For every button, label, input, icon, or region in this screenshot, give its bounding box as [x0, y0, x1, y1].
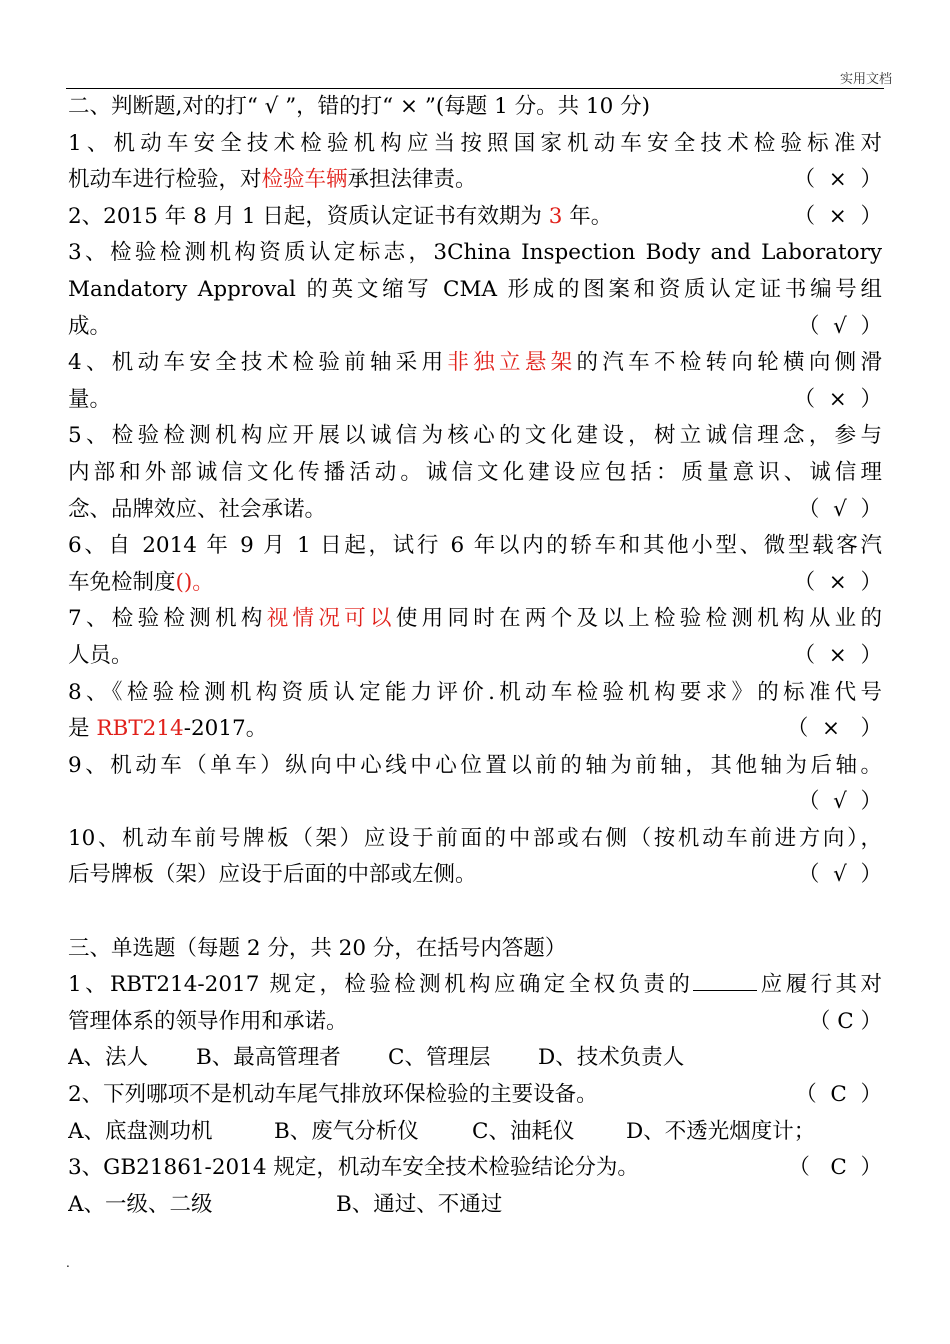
- question-line: 人员。 （ × ）: [68, 638, 882, 675]
- highlight-text: 3: [548, 203, 563, 229]
- question-line: 9、机动车（单车）纵向中心线中心位置以前的轴为前轴，其他轴为后轴。: [68, 752, 882, 778]
- section-title: 二、判断题,对的打“ √ ”，错的打“ × ”(每题 1 分。共 10 分): [68, 94, 651, 119]
- answer-bracket: （ √ ）: [797, 313, 882, 339]
- option-line: [68, 1187, 882, 1224]
- highlight-text: 非独立悬架: [447, 350, 577, 376]
- option-a: A、底盘测功机: [68, 1118, 213, 1144]
- answer-bracket: （ × ）: [786, 716, 882, 742]
- question-line: 3、检验检测机构资质认定标志，3China Inspection Body and Laboratory: [68, 240, 882, 266]
- question-line: 量。 （ × ）: [68, 382, 882, 419]
- highlight-text: ()。: [175, 569, 214, 595]
- highlight-text: RBT214: [96, 716, 184, 742]
- question-line: 10、机动车前号牌板（架）应设于前面的中部或右侧（按机动车前进方向），: [68, 825, 882, 851]
- question-line: 后号牌板（架）应设于后面的中部或左侧。 （ √ ）: [68, 857, 882, 894]
- answer-bracket: （ C ）: [808, 1008, 882, 1034]
- option-a: A、一级、二级: [68, 1191, 213, 1217]
- option-d: D、技术负责人: [538, 1045, 685, 1071]
- option-d: D、不透光烟度计；: [626, 1118, 816, 1144]
- question-line: 5、检验检测机构应开展以诚信为核心的文化建设，树立诚信理念，参与: [68, 423, 882, 449]
- option-line: [68, 1114, 882, 1151]
- spacer: [68, 894, 882, 931]
- option-b: B、最高管理者: [196, 1045, 341, 1071]
- page-header: 实用文档: [839, 72, 892, 87]
- question-line: 成。 （ √ ）: [68, 309, 882, 346]
- question-line: 管理体系的领导作用和承诺。 （ C ）: [68, 1004, 882, 1041]
- answer-bracket: （ √ ）: [797, 789, 882, 815]
- option-a: A、法人: [68, 1045, 149, 1071]
- footer-mark: .: [66, 1256, 70, 1270]
- question-line: 念、品牌效应、社会承诺。 （ √ ）: [68, 492, 882, 529]
- answer-bracket: （ C ）: [795, 1082, 882, 1108]
- question-line: 内部和外部诚信文化传播活动。诚信文化建设应包括：质量意识、诚信理: [68, 459, 882, 485]
- answer-bracket: （ × ）: [793, 642, 882, 668]
- question-line: Mandatory Approval 的英文缩写 CMA 形成的图案和资质认定证书编号组: [68, 276, 882, 302]
- question-line: 1、机动车安全技术检验机构应当按照国家机动车安全技术检验标准对: [68, 130, 882, 156]
- option-b: B、通过、不通过: [336, 1191, 503, 1217]
- question-line: 7、检验检测机构视情况可以使用同时在两个及以上检验检测机构从业的: [68, 606, 882, 632]
- option-b: B、废气分析仪: [274, 1118, 419, 1144]
- question-line: 是 RBT214-2017。 （ × ）: [68, 711, 882, 748]
- document-body: [68, 89, 882, 1223]
- question-line: 6、自 2014 年 9 月 1 日起，试行 6 年以内的轿车和其他小型、微型载客汽: [68, 533, 882, 559]
- answer-bracket: （ × ）: [793, 386, 882, 412]
- question-line: 机动车进行检验，对检验车辆承担法律责。 （ × ）: [68, 162, 882, 199]
- question-line: 2、下列哪项不是机动车尾气排放环保检验的主要设备。 （ C ）: [68, 1077, 882, 1114]
- question-line: 2、2015 年 8 月 1 日起，资质认定证书有效期为 3 年。 （ × ）: [68, 199, 882, 236]
- fill-blank: [693, 970, 757, 991]
- highlight-text: 视情况可以: [266, 606, 396, 632]
- option-line: [68, 1040, 882, 1077]
- question-line: 车免检制度()。 （ × ）: [68, 565, 882, 602]
- answer-bracket: （ × ）: [793, 569, 882, 595]
- answer-bracket: （ × ）: [793, 203, 882, 229]
- answer-bracket: （ √ ）: [797, 862, 882, 888]
- question-line: 4、机动车安全技术检验前轴采用非独立悬架的汽车不检转向轮横向侧滑: [68, 350, 882, 376]
- option-c: C、管理层: [388, 1045, 491, 1071]
- question-line: 3、GB21861-2014 规定，机动车安全技术检验结论分为。 （ C ）: [68, 1150, 882, 1187]
- option-c: C、油耗仪: [472, 1118, 575, 1144]
- answer-bracket: （ × ）: [793, 167, 882, 193]
- question-line: 8、《检验检测机构资质认定能力评价.机动车检验机构要求》的标准代号: [68, 679, 882, 705]
- answer-bracket: （ √ ）: [797, 496, 882, 522]
- question-line: 1、RBT214-2017 规定，检验检测机构应确定全权负责的 应履行其对: [68, 972, 882, 998]
- section-title: 三、单选题（每题 2 分，共 20 分，在括号内答题）: [68, 935, 567, 961]
- highlight-text: 检验车辆: [261, 167, 348, 193]
- question-line: [68, 784, 882, 821]
- answer-bracket: （ C ）: [788, 1155, 882, 1181]
